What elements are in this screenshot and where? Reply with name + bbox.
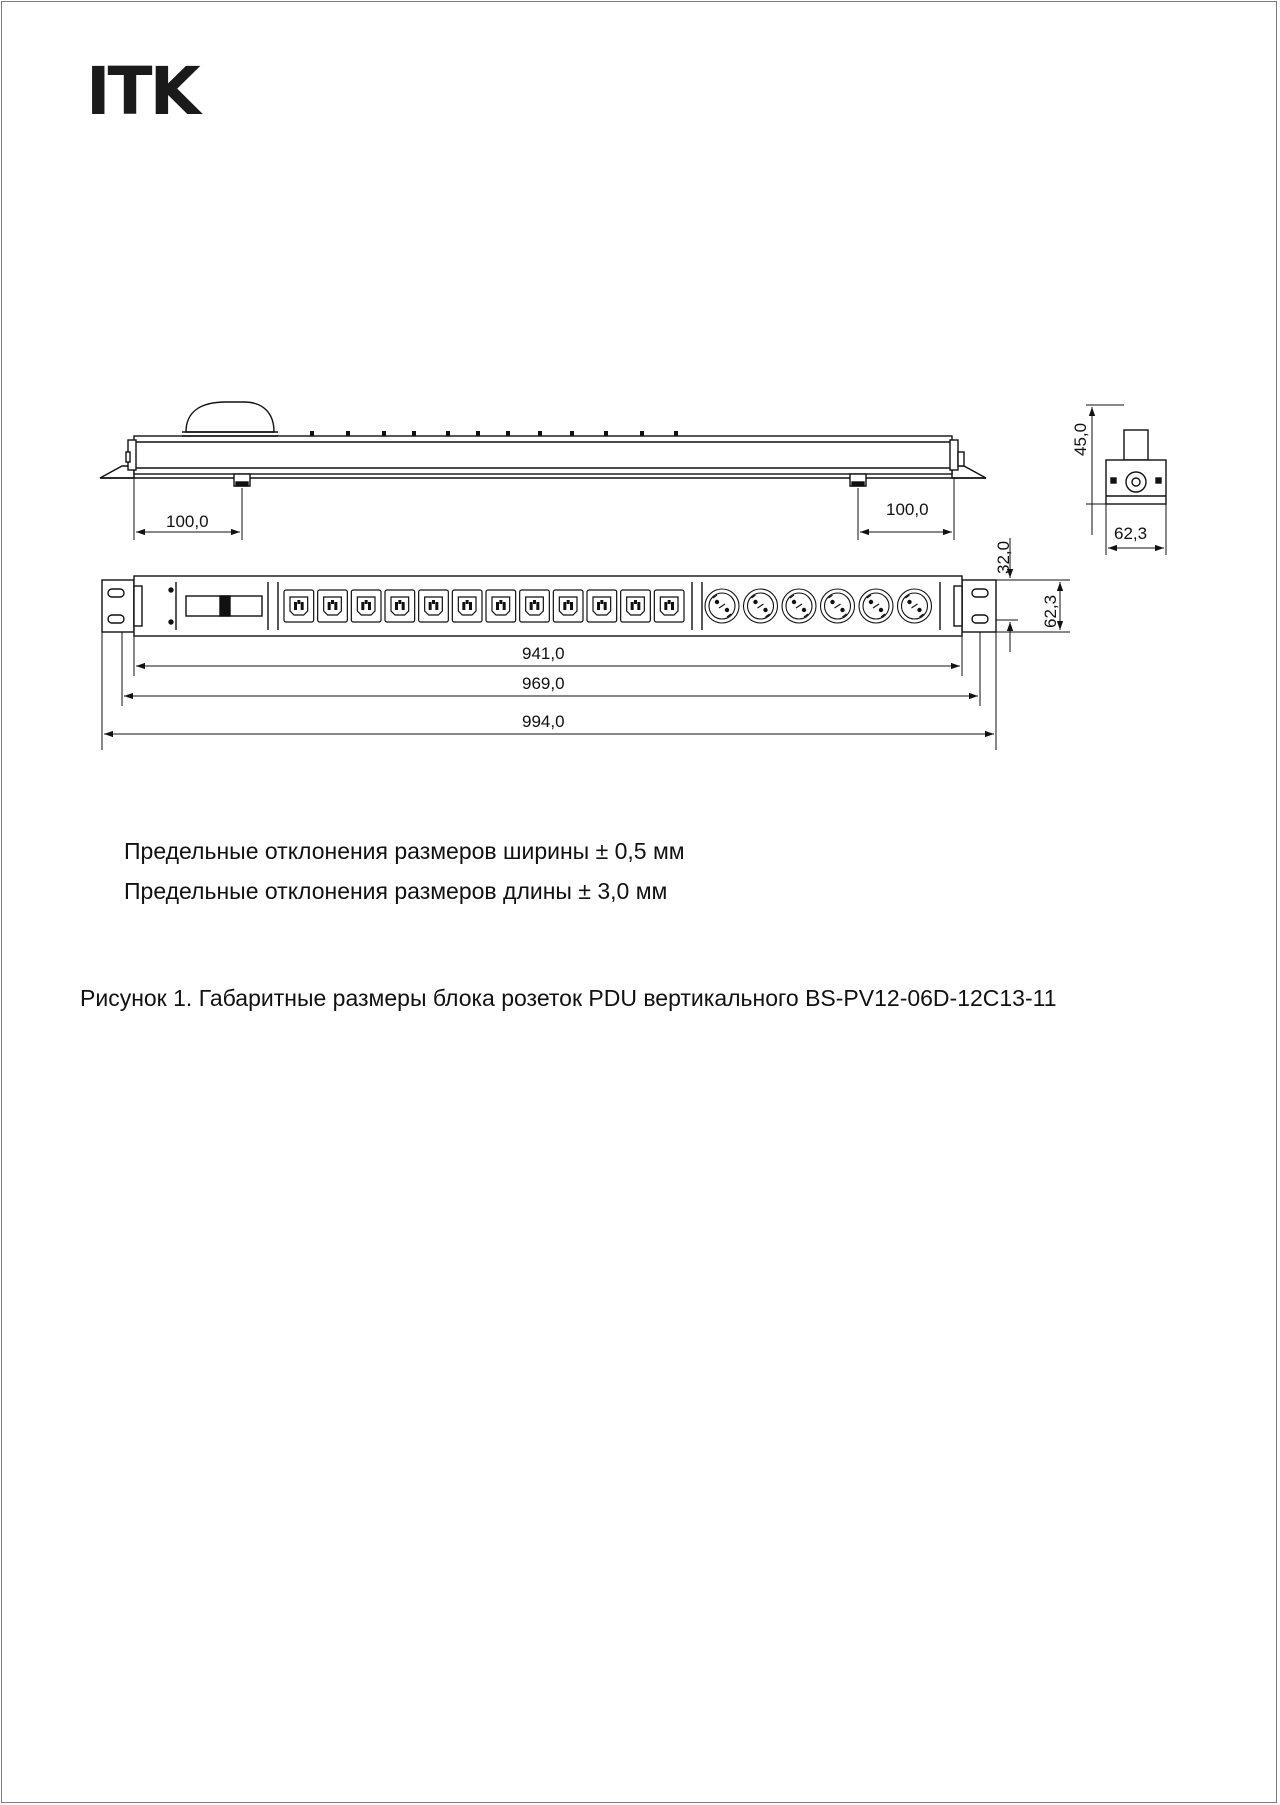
dim-length-mid: 969,0 <box>522 674 565 693</box>
schuko-outlet <box>744 589 778 623</box>
stud-mark <box>476 431 480 436</box>
schuko-outlet <box>782 589 816 623</box>
schuko-outlet <box>859 589 893 623</box>
c13-outlet <box>284 590 314 622</box>
svg-text:ITK: ITK <box>86 60 198 120</box>
c13-outlet <box>553 590 583 622</box>
c13-outlet <box>587 590 617 622</box>
figure-caption: Рисунок 1. Габаритные размеры блока розеток PDU вертикального BS-PV12-06D-12C13-11 <box>80 985 1057 1011</box>
stud-mark <box>604 431 608 436</box>
c13-outlet <box>520 590 550 622</box>
stud-mark <box>538 431 542 436</box>
stud-mark <box>412 431 416 436</box>
stud-mark <box>382 431 386 436</box>
stud-mark <box>640 431 644 436</box>
c13-outlet <box>385 590 415 622</box>
stud-mark <box>506 431 510 436</box>
c13-outlet <box>351 590 381 622</box>
c13-outlet <box>452 590 482 622</box>
side-dimension-lines <box>134 478 954 540</box>
dim-front-height-small: 32,0 <box>994 540 1013 574</box>
c13-outlet <box>318 590 348 622</box>
dim-end-width: 62,3 <box>1114 524 1148 543</box>
front-dimension-lines <box>102 538 1070 750</box>
end-view <box>1106 430 1166 504</box>
c13-outlet <box>621 590 651 622</box>
stud-mark <box>570 431 574 436</box>
schuko-outlet <box>898 589 932 623</box>
dim-front-height: 62,3 <box>1041 594 1060 628</box>
c13-outlet <box>419 590 449 622</box>
stud-mark <box>674 431 678 436</box>
width-tolerance-note: Предельные отклонения размеров ширины ± 0,5 мм <box>124 838 685 864</box>
side-view <box>100 402 986 486</box>
length-tolerance-note: Предельные отклонения размеров длины ± 3,0 мм <box>124 878 668 904</box>
dim-side-right-offset: 100,0 <box>886 500 929 519</box>
dim-length-total: 994,0 <box>522 712 565 731</box>
stud-mark <box>310 431 314 436</box>
c13-outlet <box>486 590 516 622</box>
stud-mark <box>346 431 350 436</box>
dim-end-height: 45,0 <box>1071 422 1090 456</box>
stud-mark <box>446 431 450 436</box>
schuko-outlet <box>705 589 739 623</box>
c13-outlet <box>654 590 684 622</box>
front-view <box>102 576 996 636</box>
schuko-outlet <box>821 589 855 623</box>
dim-length-inner: 941,0 <box>522 644 565 663</box>
dim-side-left-offset: 100,0 <box>166 512 209 531</box>
